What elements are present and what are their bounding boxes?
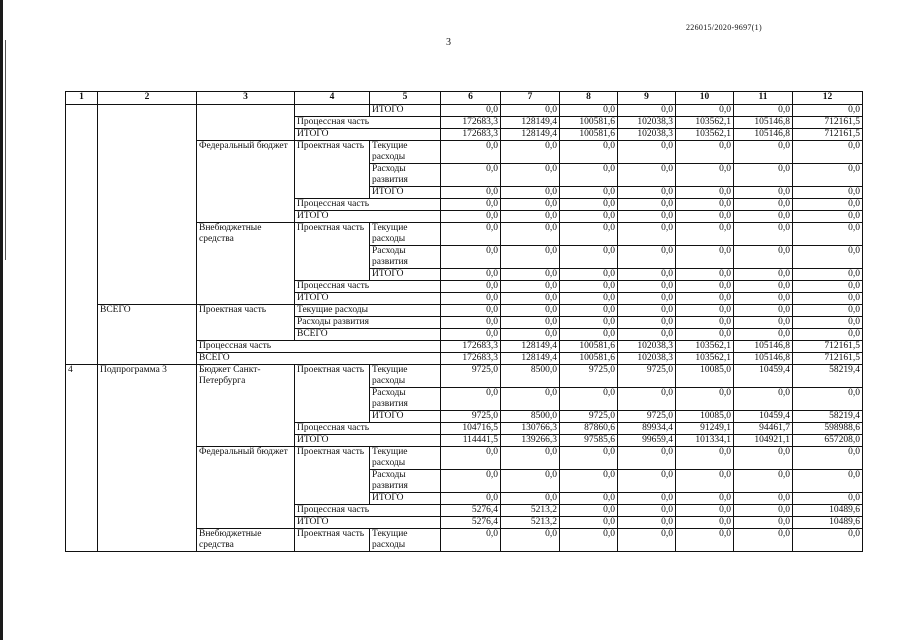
value-cell: 0,0 [676,199,734,211]
value-cell: 0,0 [618,447,676,470]
value-cell: 0,0 [501,305,560,317]
value-cell: 0,0 [793,211,863,223]
value-cell: 100581,6 [560,341,618,353]
value-cell: 0,0 [618,211,676,223]
value-cell: 0,0 [560,281,618,293]
value-cell: 10085,0 [676,411,734,423]
value-cell: 0,0 [441,141,501,164]
value-cell: 0,0 [676,246,734,269]
value-cell: 172683,3 [441,129,501,141]
value-cell: 0,0 [618,281,676,293]
value-cell: 657208,0 [793,435,863,447]
value-cell: 0,0 [501,281,560,293]
col4-cell [295,105,370,117]
value-cell: 0,0 [501,269,560,281]
value-cell: 0,0 [734,493,793,505]
value-cell: 0,0 [560,447,618,470]
value-cell: 0,0 [618,305,676,317]
value-cell: 0,0 [441,317,501,329]
value-cell: 0,0 [501,211,560,223]
value-cell: 0,0 [676,293,734,305]
row-label: ИТОГО [295,129,441,141]
value-cell: 0,0 [441,164,501,187]
value-cell: 0,0 [618,269,676,281]
value-cell: 0,0 [734,388,793,411]
value-cell: 105146,8 [734,353,793,365]
col3-cell [197,105,295,141]
column-header: 3 [197,92,295,105]
row-label: ИТОГО [370,187,441,199]
value-cell: 0,0 [501,470,560,493]
value-cell: 105146,8 [734,341,793,353]
table-row [66,365,863,388]
row-label: 4 [66,365,98,552]
value-cell: 0,0 [441,105,501,117]
value-cell: 0,0 [618,493,676,505]
value-cell: 0,0 [441,246,501,269]
value-cell: 128149,4 [501,341,560,353]
value-cell: 0,0 [560,141,618,164]
value-cell: 0,0 [560,470,618,493]
value-cell: 0,0 [618,470,676,493]
row-label: ИТОГО [370,493,441,505]
row-label: ИТОГО [370,411,441,423]
page-number: 3 [446,37,451,48]
value-cell: 99659,4 [618,435,676,447]
value-cell: 0,0 [560,164,618,187]
value-cell: 128149,4 [501,129,560,141]
row-label: Внебюджетные средства [197,529,295,552]
value-cell: 0,0 [734,105,793,117]
row-label: Текущие расходы [370,141,441,164]
row-label: Расходы развития [370,388,441,411]
row-label: Расходы развития [370,164,441,187]
value-cell: 128149,4 [501,353,560,365]
row-label: ИТОГО [370,269,441,281]
row-label: Текущие расходы [370,365,441,388]
value-cell: 0,0 [793,317,863,329]
value-cell: 0,0 [793,105,863,117]
value-cell: 105146,8 [734,129,793,141]
row-label: ВСЕГО [295,329,441,341]
value-cell: 128149,4 [501,117,560,129]
value-cell: 100581,6 [560,129,618,141]
value-cell: 0,0 [501,293,560,305]
value-cell: 0,0 [734,199,793,211]
value-cell: 0,0 [734,246,793,269]
value-cell: 0,0 [560,269,618,281]
column-header: 2 [98,92,197,105]
value-cell: 0,0 [676,317,734,329]
value-cell: 0,0 [441,187,501,199]
value-cell: 97585,6 [560,435,618,447]
value-cell: 100581,6 [560,353,618,365]
value-cell: 0,0 [676,105,734,117]
value-cell: 0,0 [618,199,676,211]
value-cell: 58219,4 [793,411,863,423]
value-cell: 0,0 [676,305,734,317]
value-cell: 0,0 [441,529,501,552]
table-row [66,305,863,317]
value-cell: 0,0 [793,293,863,305]
value-cell: 0,0 [441,223,501,246]
value-cell: 0,0 [618,293,676,305]
header-row [66,92,863,105]
col1-cell [66,105,98,365]
row-label: Проектная часть [295,529,370,552]
value-cell: 0,0 [441,388,501,411]
value-cell: 0,0 [734,211,793,223]
row-label: Подпрограмма 3 [98,365,197,552]
value-cell: 0,0 [441,305,501,317]
value-cell: 103562,1 [676,353,734,365]
row-label: Текущие расходы [295,305,441,317]
value-cell: 0,0 [560,529,618,552]
row-label: ВСЕГО [98,305,197,365]
value-cell: 0,0 [676,505,734,517]
value-cell: 0,0 [441,211,501,223]
value-cell: 0,0 [676,388,734,411]
value-cell: 0,0 [676,164,734,187]
value-cell: 8500,0 [501,411,560,423]
value-cell: 712161,5 [793,353,863,365]
value-cell: 102038,3 [618,117,676,129]
value-cell: 0,0 [501,187,560,199]
value-cell: 139266,3 [501,435,560,447]
value-cell: 0,0 [441,447,501,470]
value-cell: 9725,0 [618,411,676,423]
value-cell: 0,0 [618,329,676,341]
row-label: Внебюджетные средства [197,223,295,305]
value-cell: 0,0 [560,293,618,305]
column-header: 7 [501,92,560,105]
value-cell: 102038,3 [618,129,676,141]
value-cell: 0,0 [560,517,618,529]
budget-table [65,91,863,552]
value-cell: 0,0 [618,529,676,552]
value-cell: 0,0 [676,269,734,281]
value-cell: 172683,3 [441,353,501,365]
col2-cell [98,105,197,305]
row-label: Проектная часть [295,141,370,199]
row-label: Текущие расходы [370,529,441,552]
value-cell: 0,0 [793,329,863,341]
row-label: Расходы развития [370,470,441,493]
value-cell: 0,0 [676,223,734,246]
value-cell: 91249,1 [676,423,734,435]
value-cell: 0,0 [734,517,793,529]
value-cell: 0,0 [734,164,793,187]
value-cell: 0,0 [734,317,793,329]
value-cell: 0,0 [676,529,734,552]
value-cell: 0,0 [676,281,734,293]
value-cell: 0,0 [501,199,560,211]
column-header: 11 [734,92,793,105]
row-label: Текущие расходы [370,223,441,246]
row-label: ВСЕГО [197,353,441,365]
value-cell: 102038,3 [618,341,676,353]
value-cell: 9725,0 [441,365,501,388]
value-cell: 0,0 [618,505,676,517]
value-cell: 104716,5 [441,423,501,435]
value-cell: 0,0 [793,223,863,246]
value-cell: 0,0 [793,305,863,317]
value-cell: 10459,4 [734,411,793,423]
value-cell: 0,0 [501,493,560,505]
value-cell: 0,0 [618,164,676,187]
row-label: Процессная часть [295,281,441,293]
value-cell: 0,0 [676,447,734,470]
value-cell: 105146,8 [734,117,793,129]
value-cell: 712161,5 [793,117,863,129]
table-row [66,105,863,117]
value-cell: 0,0 [501,105,560,117]
value-cell: 87860,6 [560,423,618,435]
value-cell: 0,0 [501,329,560,341]
value-cell: 0,0 [560,505,618,517]
value-cell: 0,0 [734,223,793,246]
value-cell: 0,0 [676,211,734,223]
value-cell: 10459,4 [734,365,793,388]
value-cell: 0,0 [793,269,863,281]
value-cell: 103562,1 [676,341,734,353]
value-cell: 0,0 [734,529,793,552]
value-cell: 172683,3 [441,117,501,129]
value-cell: 0,0 [618,517,676,529]
value-cell: 0,0 [734,281,793,293]
value-cell: 0,0 [618,388,676,411]
value-cell: 0,0 [441,329,501,341]
value-cell: 0,0 [441,470,501,493]
value-cell: 0,0 [793,388,863,411]
scan-edge-mark [0,0,3,640]
value-cell: 103562,1 [676,129,734,141]
value-cell: 0,0 [793,199,863,211]
value-cell: 0,0 [793,164,863,187]
value-cell: 0,0 [618,187,676,199]
value-cell: 0,0 [793,529,863,552]
value-cell: 0,0 [734,470,793,493]
value-cell: 0,0 [793,141,863,164]
row-label: Проектная часть [295,223,370,281]
value-cell: 0,0 [560,246,618,269]
value-cell: 100581,6 [560,117,618,129]
value-cell: 0,0 [441,269,501,281]
row-label: Процессная часть [295,505,441,517]
value-cell: 0,0 [501,529,560,552]
row-label: Федеральный бюджет [197,141,295,223]
column-header: 8 [560,92,618,105]
value-cell: 0,0 [676,470,734,493]
value-cell: 0,0 [734,329,793,341]
value-cell: 0,0 [676,493,734,505]
row-label: Текущие расходы [370,447,441,470]
column-header: 1 [66,92,98,105]
value-cell: 172683,3 [441,341,501,353]
value-cell: 9725,0 [560,411,618,423]
value-cell: 712161,5 [793,129,863,141]
value-cell: 0,0 [501,164,560,187]
value-cell: 101334,1 [676,435,734,447]
value-cell: 10085,0 [676,365,734,388]
value-cell: 0,0 [560,211,618,223]
value-cell: 0,0 [793,281,863,293]
value-cell: 5213,2 [501,517,560,529]
row-label: ИТОГО [295,211,441,223]
row-label: Бюджет Санкт-Петербурга [197,365,295,447]
value-cell: 0,0 [618,105,676,117]
value-cell: 0,0 [734,447,793,470]
value-cell: 0,0 [501,246,560,269]
value-cell: 0,0 [501,317,560,329]
table-body [66,92,863,552]
row-label: ИТОГО [295,435,441,447]
row-label: Процессная часть [295,117,441,129]
value-cell: 0,0 [676,187,734,199]
scan-edge-mark-2 [5,40,6,260]
value-cell: 130766,3 [501,423,560,435]
value-cell: 0,0 [560,223,618,246]
value-cell: 0,0 [618,246,676,269]
row-label: Расходы развития [295,317,441,329]
value-cell: 0,0 [676,329,734,341]
column-header: 4 [295,92,370,105]
value-cell: 0,0 [501,141,560,164]
value-cell: 0,0 [734,305,793,317]
value-cell: 9725,0 [560,365,618,388]
row-label: Проектная часть [295,365,370,423]
column-header: 5 [370,92,441,105]
value-cell: 0,0 [793,187,863,199]
value-cell: 0,0 [618,317,676,329]
value-cell: 104921,1 [734,435,793,447]
value-cell: 0,0 [560,493,618,505]
value-cell: 0,0 [793,447,863,470]
value-cell: 0,0 [560,317,618,329]
value-cell: 712161,5 [793,341,863,353]
value-cell: 0,0 [676,517,734,529]
row-label: ИТОГО [370,105,441,117]
value-cell: 89934,4 [618,423,676,435]
value-cell: 0,0 [734,269,793,281]
value-cell: 0,0 [501,447,560,470]
value-cell: 0,0 [560,105,618,117]
value-cell: 5213,2 [501,505,560,517]
row-label: ИТОГО [295,293,441,305]
value-cell: 0,0 [441,199,501,211]
row-label: Расходы развития [370,246,441,269]
column-header: 9 [618,92,676,105]
value-cell: 598988,6 [793,423,863,435]
value-cell: 0,0 [734,141,793,164]
value-cell: 114441,5 [441,435,501,447]
value-cell: 5276,4 [441,505,501,517]
value-cell: 0,0 [560,329,618,341]
value-cell: 10489,6 [793,517,863,529]
row-label: ИТОГО [295,517,441,529]
value-cell: 94461,7 [734,423,793,435]
value-cell: 0,0 [501,223,560,246]
value-cell: 103562,1 [676,117,734,129]
value-cell: 0,0 [618,141,676,164]
column-header: 12 [793,92,863,105]
value-cell: 5276,4 [441,517,501,529]
value-cell: 58219,4 [793,365,863,388]
value-cell: 0,0 [560,388,618,411]
value-cell: 0,0 [734,505,793,517]
row-label: Процессная часть [197,341,441,353]
value-cell: 9725,0 [441,411,501,423]
value-cell: 102038,3 [618,353,676,365]
value-cell: 8500,0 [501,365,560,388]
value-cell: 0,0 [734,293,793,305]
value-cell: 0,0 [793,470,863,493]
value-cell: 10489,6 [793,505,863,517]
value-cell: 0,0 [560,199,618,211]
value-cell: 0,0 [501,388,560,411]
value-cell: 0,0 [441,281,501,293]
value-cell: 0,0 [793,493,863,505]
value-cell: 0,0 [734,187,793,199]
document-code: 226015/2020-9697(1) [686,23,762,32]
value-cell: 0,0 [441,293,501,305]
value-cell: 0,0 [793,246,863,269]
value-cell: 0,0 [560,305,618,317]
row-label: Процессная часть [295,423,441,435]
column-header: 6 [441,92,501,105]
column-header: 10 [676,92,734,105]
row-label: Проектная часть [197,305,295,341]
value-cell: 0,0 [560,187,618,199]
value-cell: 0,0 [618,223,676,246]
row-label: Процессная часть [295,199,441,211]
value-cell: 0,0 [676,141,734,164]
row-label: Проектная часть [295,447,370,505]
row-label: Федеральный бюджет [197,447,295,529]
value-cell: 9725,0 [618,365,676,388]
value-cell: 0,0 [441,493,501,505]
